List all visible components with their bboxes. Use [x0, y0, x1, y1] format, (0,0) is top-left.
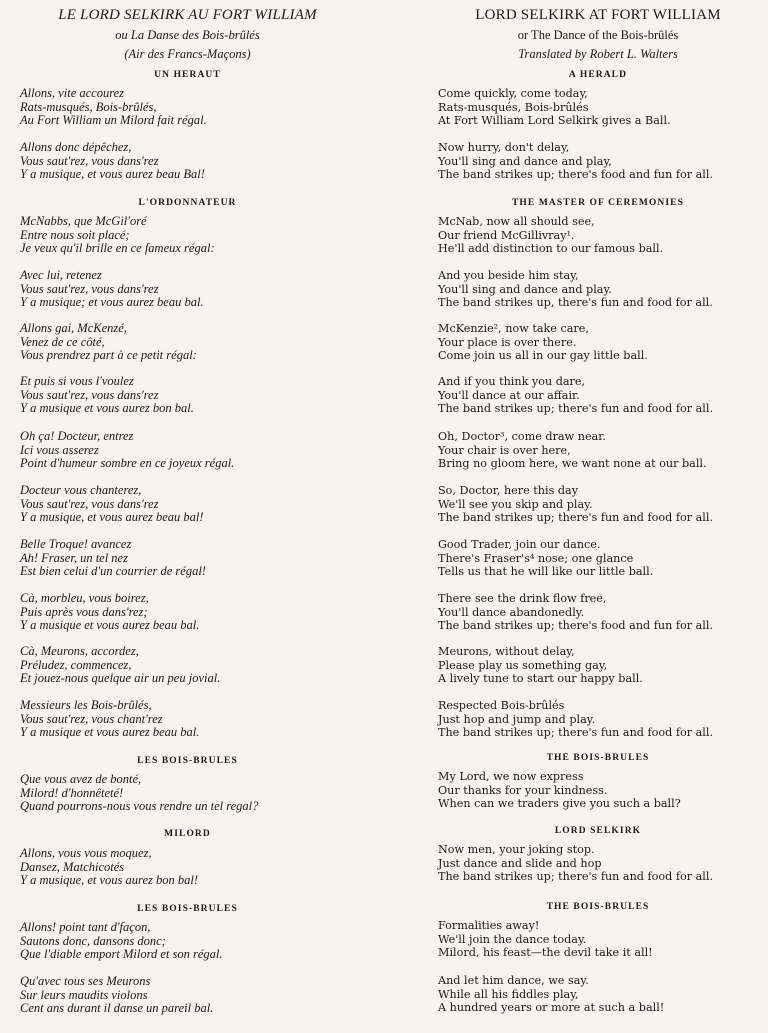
french-stanza-13: [20, 773, 258, 814]
french-stanza-10: [20, 592, 199, 633]
verse-line: Bring no gloom here, we want none at our ball.: [438, 457, 707, 470]
verse-line: Cà, Meurons, accordez,: [20, 644, 139, 658]
french-air: (Air des Francs-Maçons): [124, 47, 251, 61]
verse-line: While all his fiddles play,: [438, 987, 579, 1001]
verse-line: Tells us that he will like our little ball.: [438, 565, 654, 578]
verse-line: You'll sing and dance and play.: [438, 282, 612, 296]
french-stanza-5: [20, 322, 197, 363]
verse-line: And let him dance, we say.: [438, 974, 589, 987]
english-stanza-2: [438, 141, 713, 182]
verse-line: At Fort William Lord Selkirk gives a Ball.: [438, 114, 671, 127]
verse-line: The band strikes up; there's food and fun for all.: [438, 619, 714, 632]
french-stanza-2: [20, 141, 205, 182]
verse-line: My Lord, we now express: [438, 770, 584, 783]
verse-line: The band strikes up; there's food and fun for all.: [438, 168, 714, 181]
english-stanza-1: [438, 87, 671, 128]
french-speaker-milord: MILORD: [164, 829, 211, 839]
verse-line: Allons, vous vous moquez,: [20, 846, 152, 860]
verse-line: Y a musique; et vous aurez beau bal.: [20, 295, 204, 309]
english-speaker-bois-brules: THE BOIS-BRULES: [546, 753, 650, 763]
verse-line: McNab, now all should see,: [438, 215, 595, 228]
english-subtitle: or The Dance of the Bois-brûlés: [517, 28, 679, 42]
verse-line: The band strikes up; there's fun and food for all.: [438, 870, 714, 883]
verse-line: Point d'humeur sombre en ce joyeux régal.: [20, 456, 235, 470]
verse-line: Quand pourrons-nous vous rendre un tel regal?: [20, 799, 259, 813]
verse-line: And you beside him stay,: [438, 269, 579, 282]
verse-line: Formalities away!: [438, 919, 540, 932]
verse-line: Come join us all in our gay little ball.: [438, 349, 648, 362]
verse-line: Vous saut'rez, vous dans'rez: [20, 387, 159, 402]
french-speaker-bois-brules: LES BOIS-BRULES: [137, 756, 238, 766]
french-stanza-11: [20, 645, 220, 686]
verse-line: Your chair is over here,: [438, 443, 571, 457]
english-speaker-bois-brules-2: THE BOIS-BRULES: [546, 902, 650, 912]
french-stanza-8: [20, 484, 204, 525]
verse-line: Sur leurs maudits violons: [20, 987, 148, 1002]
verse-line: Meurons, without delay,: [438, 645, 575, 658]
english-stanza-13: [438, 770, 681, 811]
french-stanza-9: [20, 538, 206, 579]
verse-line: Que vous avez de bonté,: [20, 772, 142, 786]
english-speaker-herald: A HERALD: [568, 70, 628, 80]
verse-line: Now hurry, don't delay,: [438, 141, 570, 154]
verse-line: You'll dance at our affair.: [438, 388, 580, 402]
english-stanza-11: [438, 645, 643, 686]
french-stanza-4: [20, 269, 204, 310]
verse-line: Que l'diable emport Milord et son régal.: [20, 947, 223, 961]
verse-line: Y a musique, et vous aurez beau Bal!: [20, 167, 205, 181]
english-stanza-4: [438, 269, 713, 310]
verse-line: Y a musique et vous aurez beau bal.: [20, 618, 200, 632]
verse-line: Your place is over there.: [438, 335, 577, 349]
english-stanza-3: [438, 215, 663, 256]
english-stanza-5: [438, 322, 648, 363]
verse-line: Vous prendrez part à ce petit régal:: [20, 348, 197, 362]
french-stanza-14: [20, 847, 198, 888]
french-speaker-herald: UN HERAUT: [154, 70, 221, 80]
french-speaker-ordonnateur: L'ORDONNATEUR: [138, 198, 237, 208]
verse-line: Respected Bois-brûlés: [438, 699, 565, 712]
verse-line: There see the drink flow free,: [438, 592, 607, 605]
verse-line: Puis après vous dans'rez;: [20, 604, 148, 619]
verse-line: Good Trader, join our dance.: [438, 538, 601, 551]
verse-line: So, Doctor, here this day: [438, 484, 579, 497]
verse-line: Cà, morbleu, vous boirez,: [20, 591, 149, 605]
french-stanza-7: [20, 430, 234, 471]
english-stanza-7: [438, 430, 707, 471]
verse-line: Rats-musqués, Bois-brûlés,: [20, 99, 157, 114]
verse-line: Vous saut'rez, vous dans'rez: [20, 281, 159, 296]
verse-line: Milord! d'honnêteté!: [20, 785, 124, 800]
verse-line: Ah! Fraser, un tel nez: [20, 550, 128, 565]
verse-line: There's Fraser's⁴ nose; one glance: [438, 551, 634, 565]
verse-line: The band strikes up, there's fun and food for all.: [438, 296, 713, 309]
verse-line: We'll join the dance today.: [438, 932, 587, 946]
english-speaker-master: THE MASTER OF CEREMONIES: [512, 198, 684, 208]
verse-line: Now men, your joking stop.: [438, 843, 595, 856]
english-stanza-9: [438, 538, 653, 579]
verse-line: Come quickly, come today,: [438, 87, 588, 100]
verse-line: Avec lui, retenez: [20, 268, 102, 282]
english-stanza-14: [438, 843, 713, 884]
verse-line: Oh, Doctor³, come draw near.: [438, 430, 606, 443]
verse-line: Préludez, commencez,: [20, 657, 132, 672]
verse-line: McKenzie², now take care,: [438, 322, 589, 335]
verse-line: Just dance and slide and hop: [438, 856, 602, 870]
french-speaker-bois-brules-2: LES BOIS-BRULES: [137, 904, 238, 914]
verse-line: Oh ça! Docteur, entrez: [20, 429, 134, 443]
verse-line: Et jouez-nous quelque air un peu jovial.: [20, 671, 221, 685]
verse-line: The band strikes up; there's fun and food for all.: [438, 726, 714, 739]
verse-line: Vous saut'rez, vous dans'rez: [20, 153, 159, 168]
verse-line: Cent ans durant il danse un pareil bal.: [20, 1001, 214, 1015]
verse-line: Messieurs les Bois-brûlés,: [20, 698, 152, 712]
verse-line: Vous saut'rez, vous dans'rez: [20, 496, 159, 511]
verse-line: Est bien celui d'un courrier de régal!: [20, 564, 206, 578]
verse-line: Dansez, Matchicotés: [20, 859, 125, 874]
verse-line: You'll dance abandonedly.: [438, 605, 585, 619]
verse-line: Venez de ce côté,: [20, 334, 105, 349]
verse-line: He'll add distinction to our famous ball.: [438, 242, 664, 255]
french-title: LE LORD SELKIRK AU FORT WILLIAM: [58, 7, 317, 23]
english-stanza-16: [438, 974, 664, 1015]
verse-line: A lively tune to start our happy ball.: [438, 672, 643, 685]
verse-line: And if you think you dare,: [438, 375, 586, 388]
english-translator: Translated by Robert L. Walters: [518, 47, 678, 61]
english-stanza-6: [438, 375, 713, 416]
french-stanza-15: [20, 921, 223, 962]
verse-line: Y a musique et vous aurez beau bal.: [20, 725, 200, 739]
verse-line: We'll see you skip and play.: [438, 497, 593, 511]
verse-line: Please play us something gay,: [438, 658, 608, 672]
english-stanza-10: [438, 592, 713, 633]
verse-line: You'll sing and dance and play,: [438, 154, 612, 168]
verse-line: Y a musique, et vous aurez bon bal!: [20, 873, 198, 887]
french-stanza-1: [20, 87, 207, 128]
english-stanza-12: [438, 699, 713, 740]
verse-line: Vous saut'rez, vous chant'rez: [20, 711, 163, 726]
french-stanza-6: [20, 375, 194, 416]
verse-line: Our thanks for your kindness.: [438, 783, 608, 797]
verse-line: A hundred years or more at such a ball!: [438, 1001, 665, 1014]
verse-line: Rats-musqués, Bois-brûlés: [438, 100, 589, 114]
verse-line: The band strikes up; there's fun and food for all.: [438, 511, 714, 524]
verse-line: Qu'avec tous ses Meurons: [20, 974, 151, 988]
french-stanza-16: [20, 975, 213, 1016]
english-stanza-8: [438, 484, 713, 525]
verse-line: When can we traders give you such a ball?: [438, 797, 681, 810]
verse-line: Allons, vite accourez: [20, 86, 125, 100]
verse-line: Our friend McGillivray¹.: [438, 228, 575, 242]
verse-line: Belle Troque! avancez: [20, 537, 132, 551]
verse-line: Et puis si vous l'voulez: [20, 374, 134, 388]
french-subtitle: ou La Danse des Bois-brûlés: [115, 28, 260, 42]
verse-line: Y a musique, et vous aurez beau bal!: [20, 510, 204, 524]
verse-line: Just hop and jump and play.: [438, 712, 596, 726]
english-stanza-15: [438, 919, 653, 960]
english-title: LORD SELKIRK AT FORT WILLIAM: [475, 7, 721, 23]
verse-line: Allons donc dépêchez,: [20, 140, 132, 154]
verse-line: Je veux qu'il brille en ce fameux régal:: [20, 241, 215, 255]
verse-line: Milord, his feast—the devil take it all!: [438, 946, 653, 959]
verse-line: Sautons donc, dansons donc;: [20, 933, 166, 948]
verse-line: Au Fort William un Milord fait régal.: [20, 113, 207, 127]
verse-line: Docteur vous chanterez,: [20, 483, 142, 497]
verse-line: Allons! point tant d'façon,: [20, 920, 151, 934]
verse-line: Allons gai, McKenzé,: [20, 321, 127, 335]
french-stanza-12: [20, 699, 199, 740]
verse-line: Entre nous soit placé;: [20, 227, 130, 242]
verse-line: The band strikes up; there's fun and food for all.: [438, 402, 714, 415]
verse-line: Ici vous asserez: [20, 442, 99, 457]
english-speaker-lord-selkirk: LORD SELKIRK: [554, 826, 642, 836]
french-stanza-3: [20, 215, 215, 256]
verse-line: Y a musique et vous aurez bon bal.: [20, 401, 194, 415]
verse-line: McNabbs, que McGil'oré: [20, 214, 147, 228]
